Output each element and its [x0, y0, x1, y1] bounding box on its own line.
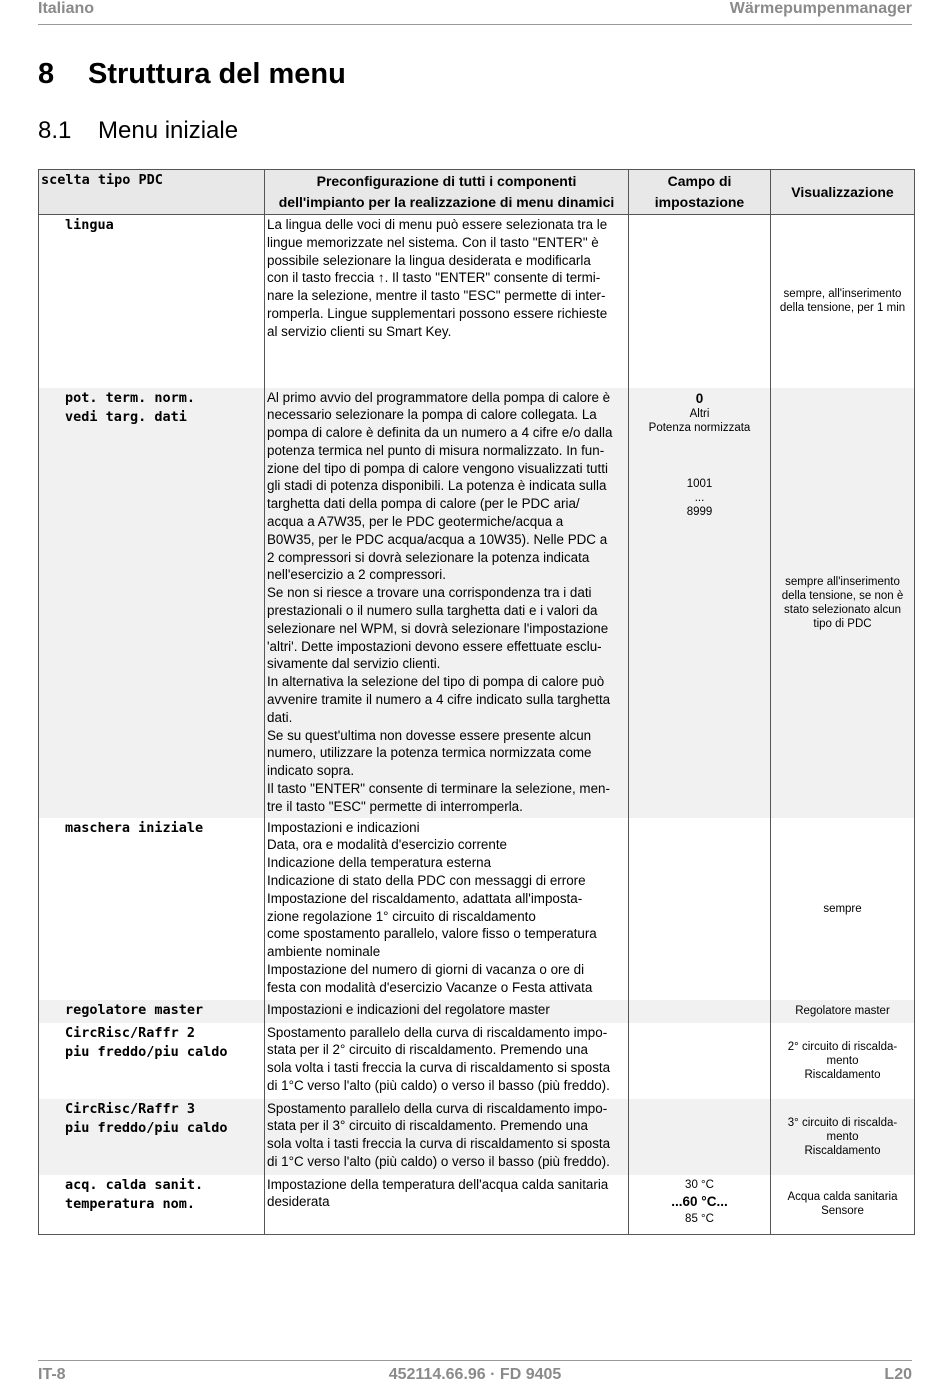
page-footer [38, 1360, 912, 1383]
description-line: Spostamento parallelo della curva di riscaldamento impo- [267, 1024, 608, 1040]
visualization-cell [771, 1000, 915, 1023]
subsection-number: 8.1 [38, 117, 72, 144]
visualization-cell [771, 818, 915, 1000]
lcd-line: piu freddo/piu caldo [65, 1043, 228, 1060]
col-header-description [265, 170, 629, 215]
range-cell [629, 215, 771, 388]
range-cell [629, 1000, 771, 1023]
col-header-range-line: impostazione [654, 194, 745, 210]
range-cell [629, 1023, 771, 1099]
lcd-text-cell [39, 1175, 265, 1235]
description-line: avvenire tramite il numero a 4 cifre indicato sulla targhetta [267, 692, 611, 708]
visualization-line: della tensione, per 1 min [779, 302, 906, 315]
table-row [39, 1099, 915, 1175]
visualization-line: Acqua calda sanitaria [787, 1191, 898, 1204]
description-line: con il tasto freccia ↑. Il tasto "ENTER" consente di termi- [267, 270, 601, 286]
col-header-description-line: dell'impianto per la realizzazione di menu dinamici [278, 194, 615, 210]
description-line: come spostamento parallelo, valore fisso o temperatura [267, 926, 597, 942]
lcd-line: pot. term. norm. [65, 389, 196, 406]
description-line: al servizio clienti su Smart Key. [267, 323, 452, 339]
visualization-line: Sensore [821, 1205, 864, 1218]
range-value: 0 [695, 390, 704, 406]
subsection-title-text: Menu iniziale [98, 117, 239, 144]
description-cell [265, 1099, 629, 1175]
description-line: Impostazione del numero di giorni di vacanza o ore di [267, 962, 585, 977]
visualization-line: sempre, all'inserimento [783, 288, 902, 301]
range-value: ...60 °C... [671, 1193, 728, 1209]
footer-revision: L20 [884, 1366, 912, 1383]
lcd-line: CircRisc/Raffr 3 [65, 1100, 196, 1117]
visualization-line: sempre [823, 902, 862, 915]
description-line: 2 compressori si dovrà selezionare la potenza indicata [267, 549, 590, 565]
description-line: Impostazioni e indicazioni del regolatore master [267, 1001, 550, 1017]
visualization-cell [771, 1175, 915, 1235]
range-option: Potenza normizzata [648, 421, 751, 434]
description-line: Indicazione della temperatura esterna [267, 855, 492, 871]
description-line: di 1°C verso l'alto (più caldo) o verso il basso (più freddo). [267, 1078, 610, 1094]
description-line: lingue memorizzate nel sistema. Con il tasto "ENTER" è [267, 234, 599, 250]
description-line: indicato sopra. [267, 763, 355, 779]
section-number: 8 [38, 58, 55, 90]
description-cell [265, 1175, 629, 1235]
range-min: 1001 [686, 477, 713, 490]
range-cell [629, 388, 771, 818]
range-max: 8999 [686, 505, 713, 518]
lcd-line: regolatore master [65, 1001, 204, 1018]
description-line: tre il tasto "ESC" permette di interromperla. [267, 798, 523, 814]
description-line: Spostamento parallelo della curva di riscaldamento impo- [267, 1100, 608, 1116]
range-cell [629, 818, 771, 1000]
description-line: gli stadi di potenza disponibili. La potenza è indicata sulla [267, 478, 607, 494]
description-line: necessario selezionare la pompa di calore collegata. La [267, 407, 597, 423]
description-line: selezionare nel WPM, si dovrà selezionare l'impostazione [267, 620, 609, 636]
lcd-line: maschera iniziale [65, 819, 204, 836]
description-cell [265, 1023, 629, 1099]
visualization-line: Regolatore master [795, 1005, 890, 1018]
description-line: dati. [267, 709, 293, 725]
table-row [39, 1000, 915, 1023]
description-line: Se non si riesce a trovare una corrispondenza tra i dati [267, 585, 592, 601]
description-line: sivamente dal servizio clienti. [267, 656, 441, 672]
section-title [38, 58, 346, 91]
visualization-line: 3° circuito di riscalda- [787, 1116, 898, 1129]
table-row [39, 1023, 915, 1099]
lcd-line: lingua [65, 217, 114, 233]
description-line: Impostazioni e indicazioni [267, 819, 420, 835]
footer-document-code: 452114.66.96 · FD 9405 [388, 1366, 562, 1383]
lcd-line: vedi targ. dati [65, 408, 187, 425]
visualization-line: Riscaldamento [804, 1068, 881, 1081]
visualization-line: tipo di PDC [813, 617, 872, 630]
description-line: Impostazione della temperatura dell'acqua calda sanitaria [267, 1176, 609, 1192]
description-line: nare la selezione, mentre il tasto "ESC" permette di inter- [267, 288, 606, 304]
visualization-line: Riscaldamento [804, 1144, 881, 1157]
lcd-text-cell [39, 1000, 265, 1023]
header-product: Wärmepumpenmanager [729, 0, 912, 17]
description-line: nell'esercizio a 2 compressori. [267, 567, 446, 583]
lcd-text-cell [39, 215, 265, 388]
table-header-row [39, 170, 915, 215]
description-line: possibile selezionare la lingua desiderata e modificarla [267, 252, 591, 268]
description-line: La lingua delle voci di menu può essere selezionata tra le [267, 217, 608, 232]
description-line: Al primo avvio del programmatore della pompa di calore è [267, 389, 611, 405]
col-header-range [629, 170, 771, 215]
description-line: In alternativa la selezione del tipo di pompa di calore può [267, 674, 605, 690]
description-line: targhetta dati della pompa di calore (per le PDC aria/ [267, 496, 580, 512]
visualization-cell [771, 1023, 915, 1099]
description-line: stata per il 3° circuito di riscaldamento. Premendo una [267, 1118, 588, 1134]
range-dots: ... [694, 491, 705, 504]
footer-page-number: IT-8 [38, 1366, 66, 1383]
lcd-line: piu freddo/piu caldo [65, 1119, 228, 1136]
lcd-text-cell [39, 1023, 265, 1099]
range-option: Altri [689, 407, 710, 420]
table-row [39, 818, 915, 1000]
range-cell [629, 1175, 771, 1235]
description-line: Indicazione di stato della PDC con messaggi di errore [267, 873, 586, 889]
lcd-line: acq. calda sanit. [65, 1176, 204, 1193]
lcd-line: temperatura nom. [65, 1195, 196, 1212]
description-line: di 1°C verso l'alto (più caldo) o verso il basso (più freddo). [267, 1154, 610, 1170]
visualization-line: mento [826, 1054, 859, 1067]
description-line: stata per il 2° circuito di riscaldamento. Premendo una [267, 1042, 588, 1058]
description-line: Impostazione del riscaldamento, adattata all'imposta- [267, 890, 583, 906]
description-cell [265, 215, 629, 388]
lcd-text-cell [39, 388, 265, 818]
subsection-title [38, 117, 238, 145]
visualization-cell [771, 1099, 915, 1175]
description-line: B0W35, per le PDC acqua/acqua a 10W35). Nelle PDC a [267, 531, 608, 547]
table-row [39, 1175, 915, 1235]
description-cell [265, 818, 629, 1000]
visualization-line: 2° circuito di riscalda- [787, 1040, 898, 1053]
visualization-line: della tensione, se non è [781, 589, 904, 602]
description-line: desiderata [267, 1194, 330, 1210]
description-cell [265, 1000, 629, 1023]
range-cell [629, 1099, 771, 1175]
page-header [38, 0, 912, 25]
visualization-cell [771, 215, 915, 388]
visualization-line: sempre all'inserimento [785, 575, 900, 588]
range-min: 30 °C [685, 1178, 714, 1191]
visualization-cell [771, 388, 915, 818]
description-line: potenza termica nel punto di misura normalizzato. In fun- [267, 442, 605, 458]
description-line: sola volta i tasti freccia la curva di riscaldamento si sposta [267, 1136, 611, 1152]
table-row [39, 215, 915, 388]
description-line: acqua a A7W35, per le PDC geotermiche/acqua a [267, 514, 564, 530]
col-header-range-line: Campo di [667, 173, 732, 189]
description-line: sola volta i tasti freccia la curva di riscaldamento si sposta [267, 1060, 611, 1076]
menu-table [38, 169, 915, 1235]
description-line: zione regolazione 1° circuito di riscaldamento [267, 908, 536, 924]
description-line: pompa di calore è definita da un numero a 4 cifre e/o dalla [267, 425, 613, 441]
description-line: romperla. Lingue supplementari possono essere richieste [267, 305, 608, 321]
lcd-text-cell [39, 818, 265, 1000]
table-row [39, 388, 915, 818]
lcd-line: CircRisc/Raffr 2 [65, 1024, 196, 1041]
range-max: 85 °C [685, 1212, 714, 1225]
section-title-text: Struttura del menu [88, 58, 346, 90]
description-line: Se su quest'ultima non dovesse essere presente alcun [267, 727, 592, 743]
description-line: zione del tipo di pompa di calore vengono visualizzati tutti [267, 460, 608, 476]
description-line: numero, utilizzare la potenza termica normizzata come [267, 745, 592, 761]
description-line: prestazionali o il numero sulla targhetta dati e i valori da [267, 603, 598, 619]
visualization-line: stato selezionato alcun [784, 603, 901, 616]
col-header-visualization: Visualizzazione [771, 170, 915, 215]
description-line: ambiente nominale [267, 944, 381, 960]
col-header-description-line: Preconfigurazione di tutti i componenti [316, 173, 577, 189]
description-line: Data, ora e modalità d'esercizio corrente [267, 837, 507, 853]
header-language: Italiano [38, 0, 95, 17]
description-cell [265, 388, 629, 818]
description-line: Il tasto "ENTER" consente di terminare la selezione, men- [267, 781, 610, 797]
lcd-text-cell [39, 1099, 265, 1175]
description-line: 'altri'. Dette impostazioni devono essere effettuate esclu- [267, 638, 602, 654]
visualization-line: mento [826, 1130, 859, 1143]
col-header-lcd: scelta tipo PDC [39, 170, 265, 215]
description-line: festa con modalità d'esercizio Vacanze o Festa attivata [267, 979, 593, 995]
